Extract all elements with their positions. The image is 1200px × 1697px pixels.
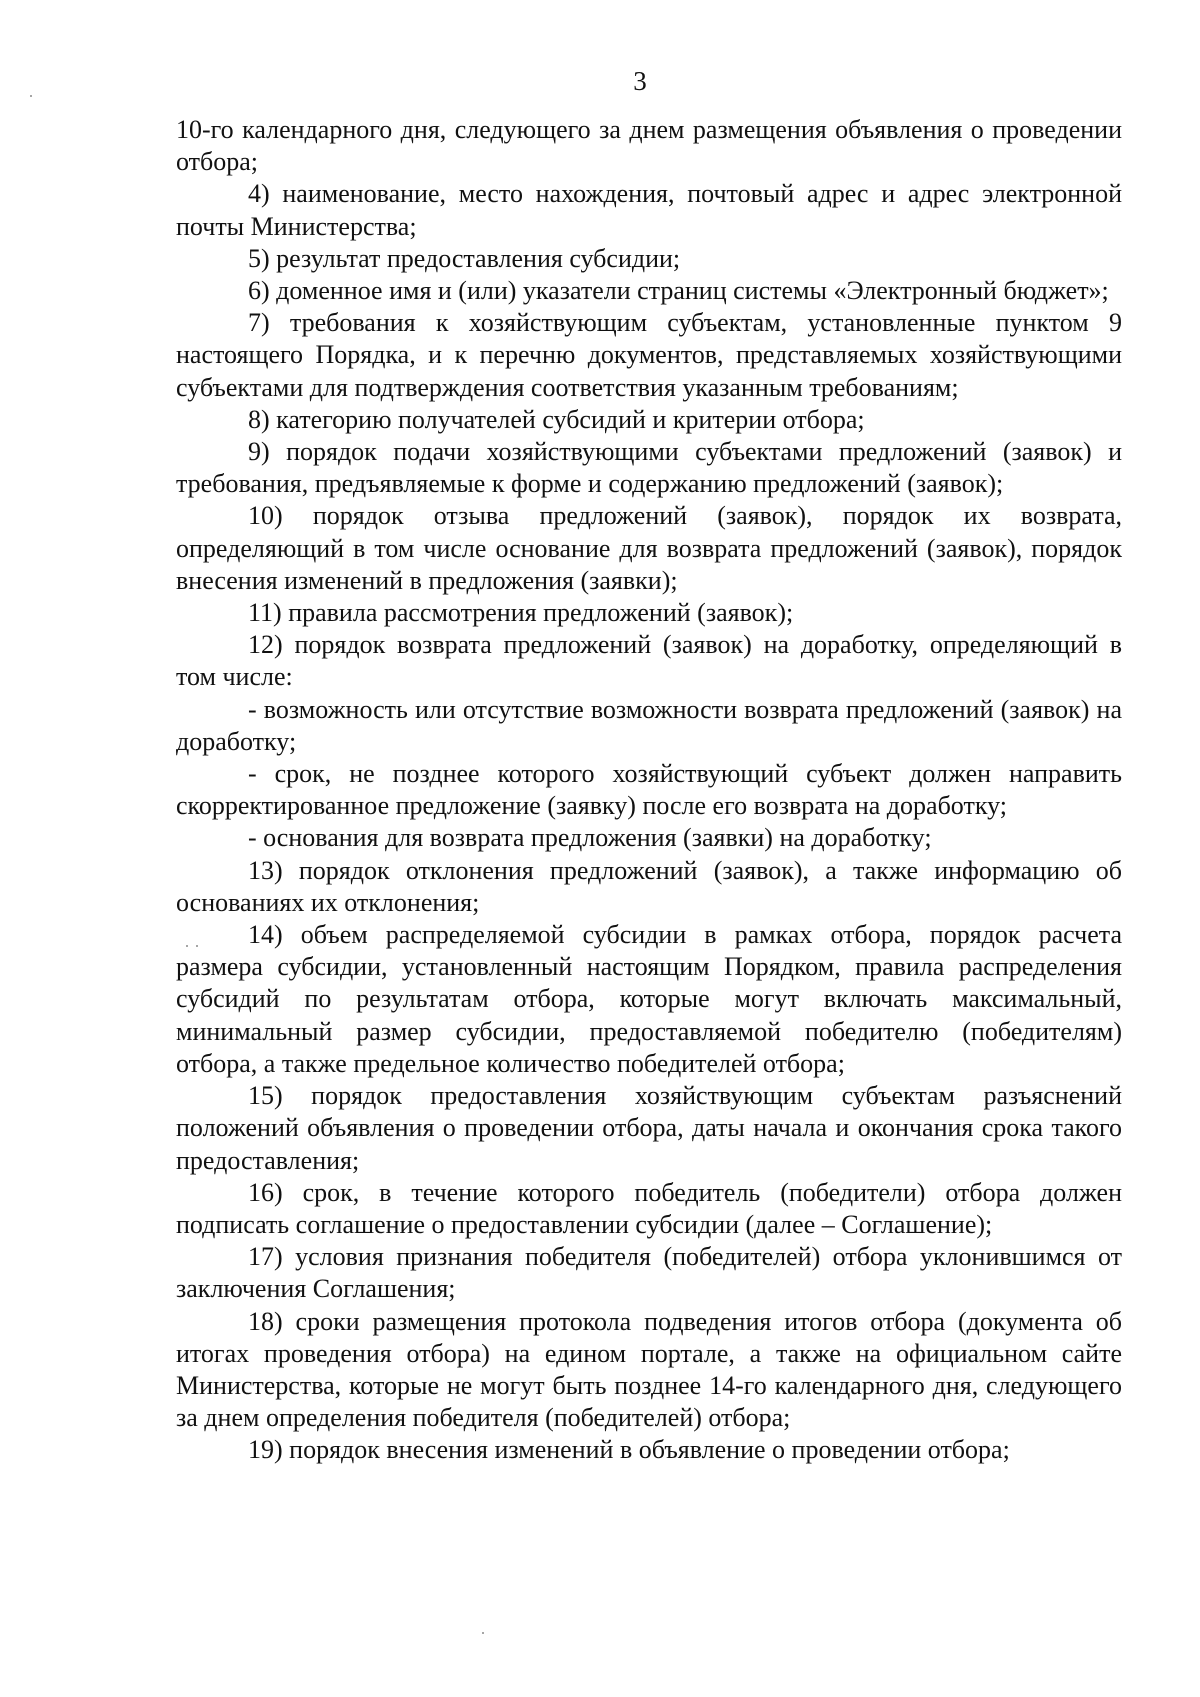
- scan-speck: [30, 95, 32, 97]
- page-number: 3: [633, 66, 647, 96]
- scan-speck: [186, 945, 188, 947]
- paragraph-continuation: 10-го календарного дня, следующего за днем размещения объявления о проведении отбора;: [176, 115, 1122, 177]
- list-item-12: 12) порядок возврата предложений (заявок) на доработку, определяющий в том числе:: [176, 630, 1122, 692]
- scan-speck: [482, 1632, 484, 1634]
- document-body: [176, 114, 1122, 1467]
- list-item-6: 6) доменное имя и (или) указатели страниц системы «Электронный бюджет»;: [248, 276, 1109, 306]
- sub-item-dash-2: - срок, не позднее которого хозяйствующий субъект должен направить скорректированное предложение (заявку) после его возврата на доработку;: [176, 759, 1122, 821]
- list-item-18: 18) сроки размещения протокола подведения итогов отбора (документа об итогах проведения отбора) на едином портале, а также на официальном сайте Министерства, которые не могут быть позднее 14-го календарного дня, следующего за днем определения победителя (победителей) отбора;: [176, 1306, 1122, 1433]
- list-item-19: 19) порядок внесения изменений в объявление о проведении отбора;: [248, 1435, 1010, 1465]
- sub-item-dash-3: - основания для возврата предложения (заявки) на доработку;: [248, 823, 932, 853]
- list-item-14: 14) объем распределяемой субсидии в рамках отбора, порядок расчета размера субсидии, установленный настоящим Порядком, правила распределения субсидий по результатам отбора, которые могут включать максимальный, минимальный размер субсидии, предоставляемой победителю (победителям) отбора, а также предельное количество победителей отбора;: [176, 920, 1122, 1078]
- list-item-16: 16) срок, в течение которого победитель (победители) отбора должен подписать соглашение о предоставлении субсидии (далее – Соглашение);: [176, 1177, 1122, 1239]
- list-item-11: 11) правила рассмотрения предложений (заявок);: [248, 598, 794, 628]
- scan-speck: [196, 945, 198, 947]
- list-item-5: 5) результат предоставления субсидии;: [248, 243, 681, 273]
- list-item-8: 8) категорию получателей субсидий и критерии отбора;: [248, 404, 865, 434]
- list-item-9: 9) порядок подачи хозяйствующими субъектами предложений (заявок) и требования, предъявляемые к форме и содержанию предложений (заявок);: [176, 437, 1122, 499]
- list-item-13: 13) порядок отклонения предложений (заявок), а также информацию об основаниях их отклонения;: [176, 855, 1122, 917]
- list-item-17: 17) условия признания победителя (победителей) отбора уклонившимся от заключения Соглашения;: [176, 1242, 1122, 1304]
- list-item-7: 7) требования к хозяйствующим субъектам, установленные пунктом 9 настоящего Порядка, и к перечню документов, представляемых хозяйствующими субъектами для подтверждения соответствия указанным требованиям;: [176, 308, 1122, 402]
- list-item-10: 10) порядок отзыва предложений (заявок), порядок их возврата, определяющий в том числе основание для возврата предложений (заявок), порядок внесения изменений в предложения (заявки);: [176, 501, 1122, 595]
- sub-item-dash-1: - возможность или отсутствие возможности возврата предложений (заявок) на доработку;: [176, 694, 1122, 756]
- list-item-15: 15) порядок предоставления хозяйствующим субъектам разъяснений положений объявления о проведении отбора, даты начала и окончания срока такого предоставления;: [176, 1081, 1122, 1175]
- list-item-4: 4) наименование, место нахождения, почтовый адрес и адрес электронной почты Министерства;: [176, 179, 1122, 241]
